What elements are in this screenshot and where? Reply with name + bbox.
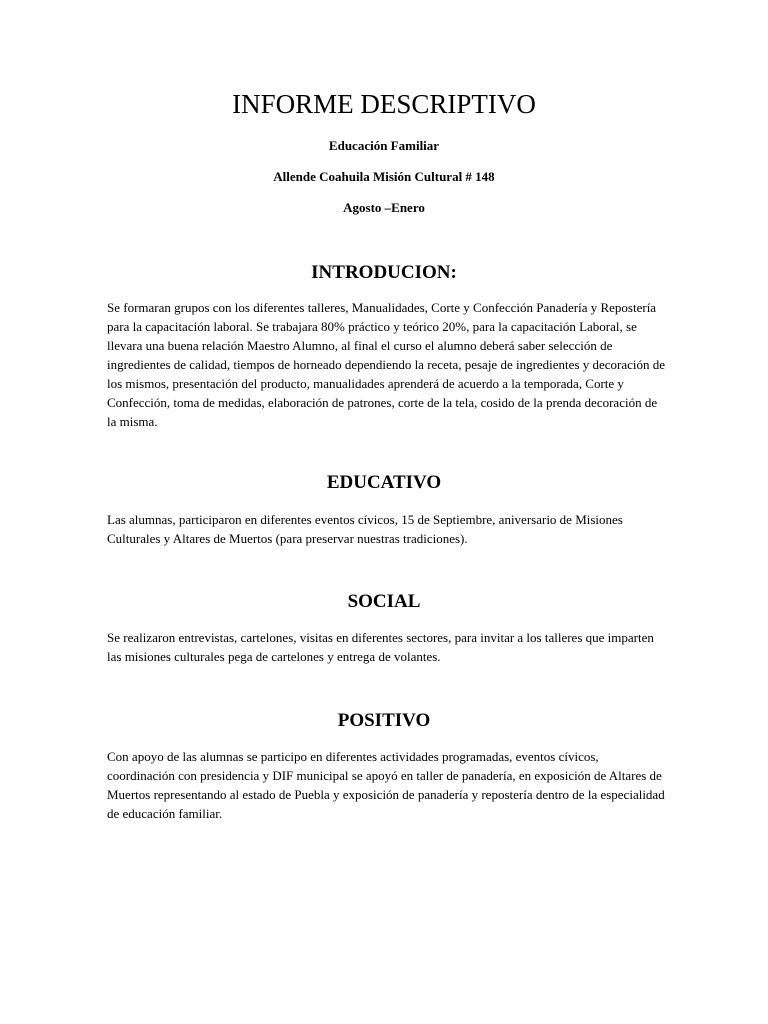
subtitle-program: Educación Familiar <box>328 138 440 153</box>
section-heading-positivo: POSITIVO <box>337 710 431 731</box>
section-body-social: Se realizaron entrevistas, cartelones, visitas en diferentes sectores, para invitar a los talleres que imparten las misiones culturales pega de cartelones y entrega de volantes. <box>107 630 654 664</box>
section-body-introduccion: Se formaran grupos con los diferentes talleres, Manualidades, Corte y Confección Panadería y Repostería para la capacitación laboral. Se trabajara 80% práctico y teórico 20%, para la capacitación Laboral, se llevara una buena relación Maestro Alumno, al final el curso el alumno deberá saber selección de ingredientes de calidad, tiempos de horneado dependiendo la receta, pesaje de ingredientes y decoración de los mismos, presentación del producto, manualidades aprenderá de acuerdo a la temporada, Corte y Confección, toma de medidas, elaboración de patrones, corte de la tela, cosido de la prenda decoración de la misma. <box>107 300 666 429</box>
section-heading-educativo: EDUCATIVO <box>326 472 442 493</box>
section-heading-social: SOCIAL <box>347 591 421 612</box>
section-body-positivo: Con apoyo de las alumnas se participo en diferentes actividades programadas, eventos cívicos, coordinación con presidencia y DIF municipal se apoyó en taller de panadería, en exposición de Altares de Muertos representando al estado de Puebla y exposición de panadería y repostería dentro de la especialidad de educación familiar. <box>107 749 665 821</box>
section-body-educativo: Las alumnas, participaron en diferentes eventos cívicos, 15 de Septiembre, aniversario de Misiones Culturales y Altares de Muertos (para preservar nuestras tradiciones). <box>107 512 623 546</box>
subtitle-period: Agosto –Enero <box>343 200 425 215</box>
section-heading-introduccion: INTRODUCION: <box>311 262 457 283</box>
document-title: INFORME DESCRIPTIVO <box>232 89 536 119</box>
subtitle-location: Allende Coahuila Misión Cultural # 148 <box>273 169 495 184</box>
